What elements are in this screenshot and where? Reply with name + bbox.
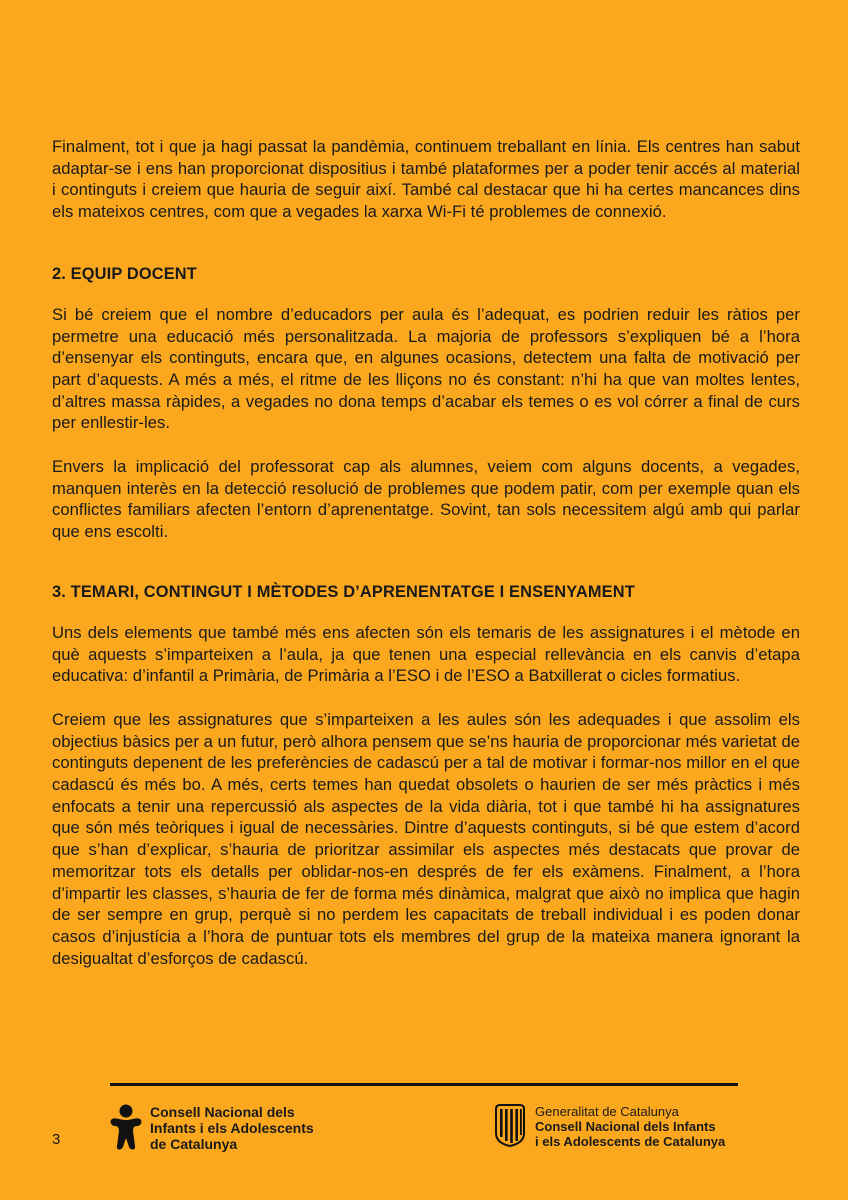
- cnia-logo: [108, 1104, 314, 1152]
- generalitat-logo-line2: Consell Nacional dels Infants: [535, 1119, 716, 1134]
- page-number: 3: [52, 1131, 61, 1148]
- generalitat-logo-line1: Generalitat de Catalunya: [535, 1104, 679, 1119]
- footer-divider: [110, 1083, 738, 1086]
- paragraph-online-work: Finalment, tot i que ja hagi passat la pandèmia, continuem treballant en línia. Els centres han sabut adaptar-se i ens han proporcionat dispositius i també plataformes per a poder tenir accés al material i continguts i creiem que hauria de seguir així. També cal destacar que hi ha certes mancances dins els mateixos centres, com que a vegades la xarxa Wi-Fi té problemes de connexió.: [52, 137, 800, 222]
- cnia-logo-line1: Consell Nacional dels: [150, 1104, 295, 1120]
- cnia-logo-line2: Infants i els Adolescents: [150, 1120, 314, 1136]
- child-figure-icon: [108, 1104, 144, 1152]
- generalitat-logo-line3: i els Adolescents de Catalunya: [535, 1134, 726, 1149]
- paragraph-teacher-involvement: Envers la implicació del professorat cap als alumnes, veiem com alguns docents, a vegades, manquen interès en la detecció resolució de problemes que podem patir, com per exemple quan els conflictes familiars afecten l’entorn d’aprenentatge. Sovint, tan sols necessitem algú amb qui parlar que ens escolti.: [52, 457, 800, 542]
- paragraph-educators-ratio: Si bé creiem que el nombre d’educadors per aula és l’adequat, es podrien reduir les ràtios per permetre una educació més personalitzada. La majoria de professors s’expliquen bé a l’hora d’ensenyar els continguts, encara que, en algunes ocasions, detectem una falta de motivació per part d’aquests. A més a més, el ritme de les lliçons no és constant: n’hi ha que van moltes lentes, d’altres massa ràpides, a vegades no dona temps d’acabar els temes o es vol córrer a final de curs per enllestir-les.: [52, 304, 800, 433]
- page-content: [52, 136, 800, 969]
- generalitat-coat-of-arms-icon: [494, 1103, 526, 1147]
- cnia-logo-line3: de Catalunya: [150, 1136, 238, 1152]
- heading-temari: 3. TEMARI, CONTINGUT I MÈTODES D’APRENENTATGE I ENSENYAMENT: [52, 582, 635, 601]
- paragraph-syllabus-elements: Uns dels elements que també més ens afecten són els temaris de les assignatures i el mètode en què aquests s’imparteixen a l’aula, ja que tenen una especial rellevància en els canvis d’etapa educativa: d’infantil a Primària, de Primària a l’ESO i de l’ESO a Batxillerat o cicles formatius.: [52, 622, 800, 686]
- paragraph-subjects-opinion: Creiem que les assignatures que s’imparteixen a les aules són les adequades i que assolim els objectius bàsics per a un futur, però alhora pensem que se’ns hauria de proporcionar més varietat de continguts depenent de les preferències de cadascú per a tal de motivar i formar-nos millor en el que cadascú és més bo. A més, certs temes han quedat obsolets o haurien de ser més pràctics i més enfocats a tenir una repercussió als aspectes de la vida diària, tot i que també hi ha assignatures que són més teòriques i igual de necessàries. Dintre d’aquests continguts, si bé que estem d’acord que s’han d’explicar, s’hauria de prioritzar assimilar els aspectes més destacats que provar de memoritzar tots els detalls per oblidar-nos-en després de fer els exàmens. Finalment, a l’hora d’impartir les classes, s’hauria de fer de forma més dinàmica, malgrat que això no implica que hagin de ser sempre en grup, perquè si no perdem les capacitats de treball individual i es poden donar casos d’injustícia a l’hora de puntuar tots els membres del grup de la mateixa manera ignorant la desigualtat d’esforços de cadascú.: [52, 709, 800, 968]
- generalitat-logo: [494, 1103, 725, 1149]
- heading-equip-docent: 2. EQUIP DOCENT: [52, 264, 197, 283]
